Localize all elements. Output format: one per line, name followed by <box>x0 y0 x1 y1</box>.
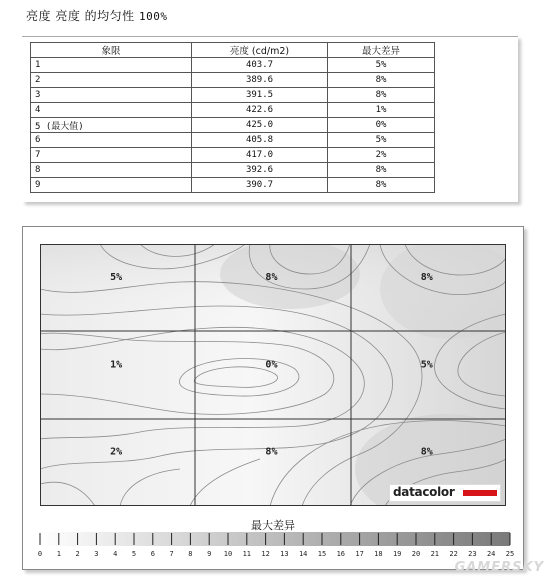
scale-tick-label: 8 <box>188 550 193 558</box>
cell-luminance: 403.7 <box>192 58 328 73</box>
scale-tick-label: 24 <box>486 550 496 558</box>
scale-tick-label: 22 <box>449 550 458 558</box>
scale-tick-label: 4 <box>113 550 118 558</box>
cell-quadrant: 2 <box>31 73 192 88</box>
quadrant-label-9: 8% <box>420 446 433 458</box>
cell-luminance: 391.5 <box>192 88 328 103</box>
scale-tick-label: 19 <box>392 550 402 558</box>
scale-tick-label: 2 <box>75 550 80 558</box>
cell-quadrant: 6 <box>31 133 192 148</box>
scale-gradient-bar <box>40 532 510 546</box>
cell-quadrant: 9 <box>31 178 192 193</box>
scale-tick-label: 11 <box>242 550 252 558</box>
scale-tick-label: 1 <box>56 550 61 558</box>
table-row <box>31 133 435 148</box>
logo-red-bar <box>463 490 497 496</box>
cell-max-diff: 8% <box>328 163 435 178</box>
uniformity-map-panel <box>22 226 524 570</box>
scale-tick-label: 25 <box>505 550 515 558</box>
cell-luminance: 425.0 <box>192 118 328 133</box>
scale-tick-label: 14 <box>298 550 308 558</box>
quadrant-label-7: 2% <box>110 446 123 458</box>
cell-luminance: 405.8 <box>192 133 328 148</box>
scale-tick-label: 18 <box>374 550 383 558</box>
scale-tick-label: 12 <box>261 550 270 558</box>
quadrant-label-1: 5% <box>110 272 123 283</box>
scale-tick-label: 7 <box>169 550 174 558</box>
table-row <box>31 58 435 73</box>
cell-luminance: 422.6 <box>192 103 328 118</box>
quadrant-label-6: 5% <box>420 359 433 371</box>
cell-max-diff: 8% <box>328 178 435 193</box>
quadrant-label-8: 8% <box>265 446 278 458</box>
page-title-text: 亮度 亮度 的均匀性 <box>26 9 135 23</box>
page-title-percent: 100% <box>138 10 168 23</box>
header-max-diff: 最大差异 <box>328 43 435 58</box>
table-row <box>31 88 435 103</box>
quadrant-label-4: 1% <box>110 359 123 371</box>
cell-luminance: 389.6 <box>192 73 328 88</box>
cell-luminance: 390.7 <box>192 178 328 193</box>
quadrant-label-3: 8% <box>420 272 433 283</box>
cell-quadrant: 5 (最大值) <box>31 118 192 133</box>
table-row <box>31 118 435 133</box>
cell-quadrant: 7 <box>31 148 192 163</box>
watermark: GAMERSKY <box>454 560 544 575</box>
uniformity-table <box>30 42 435 193</box>
panel-top-rule <box>22 36 518 37</box>
scale-tick-label: 15 <box>317 550 327 558</box>
header-luminance: 亮度 (cd/m2) <box>192 43 328 58</box>
table-row <box>31 163 435 178</box>
table-header-row <box>31 43 435 58</box>
datacolor-logo <box>389 484 501 502</box>
scale-tick-label: 13 <box>280 550 289 558</box>
cell-luminance: 392.6 <box>192 163 328 178</box>
scale-title: 最大差异 <box>251 519 295 532</box>
scale-tick-label: 16 <box>336 550 346 558</box>
quadrant-label-2: 8% <box>265 272 278 283</box>
cell-quadrant: 1 <box>31 58 192 73</box>
cell-max-diff: 8% <box>328 88 435 103</box>
scale-tick-label: 3 <box>94 550 99 558</box>
cell-max-diff: 0% <box>328 118 435 133</box>
scale-tick-label: 10 <box>223 550 233 558</box>
cell-max-diff: 5% <box>328 58 435 73</box>
cell-max-diff: 5% <box>328 133 435 148</box>
table-row <box>31 178 435 193</box>
cell-quadrant: 8 <box>31 163 192 178</box>
scale-tick-label: 5 <box>131 550 137 558</box>
scale-tick-label: 21 <box>430 550 440 558</box>
cell-max-diff: 2% <box>328 148 435 163</box>
cell-max-diff: 8% <box>328 73 435 88</box>
scale-tick-label: 6 <box>150 550 155 558</box>
scale-tick-label: 17 <box>355 550 364 558</box>
scale-tick-label: 0 <box>37 550 43 558</box>
uniformity-table-panel <box>22 36 518 202</box>
logo-wordmark: datacolor <box>393 485 455 499</box>
table-row <box>31 103 435 118</box>
table-row <box>31 148 435 163</box>
scale-tick-label: 9 <box>207 550 212 558</box>
uniformity-contour-map <box>40 244 506 506</box>
scale-tick-label: 23 <box>468 550 477 558</box>
cell-quadrant: 3 <box>31 88 192 103</box>
difference-scale <box>23 530 523 562</box>
cell-quadrant: 4 <box>31 103 192 118</box>
scale-tick-label: 20 <box>411 550 421 558</box>
header-quadrant: 象限 <box>31 43 192 58</box>
cell-luminance: 417.0 <box>192 148 328 163</box>
page-title <box>26 7 167 24</box>
quadrant-label-5: 0% <box>265 359 278 371</box>
table-row <box>31 73 435 88</box>
cell-max-diff: 1% <box>328 103 435 118</box>
